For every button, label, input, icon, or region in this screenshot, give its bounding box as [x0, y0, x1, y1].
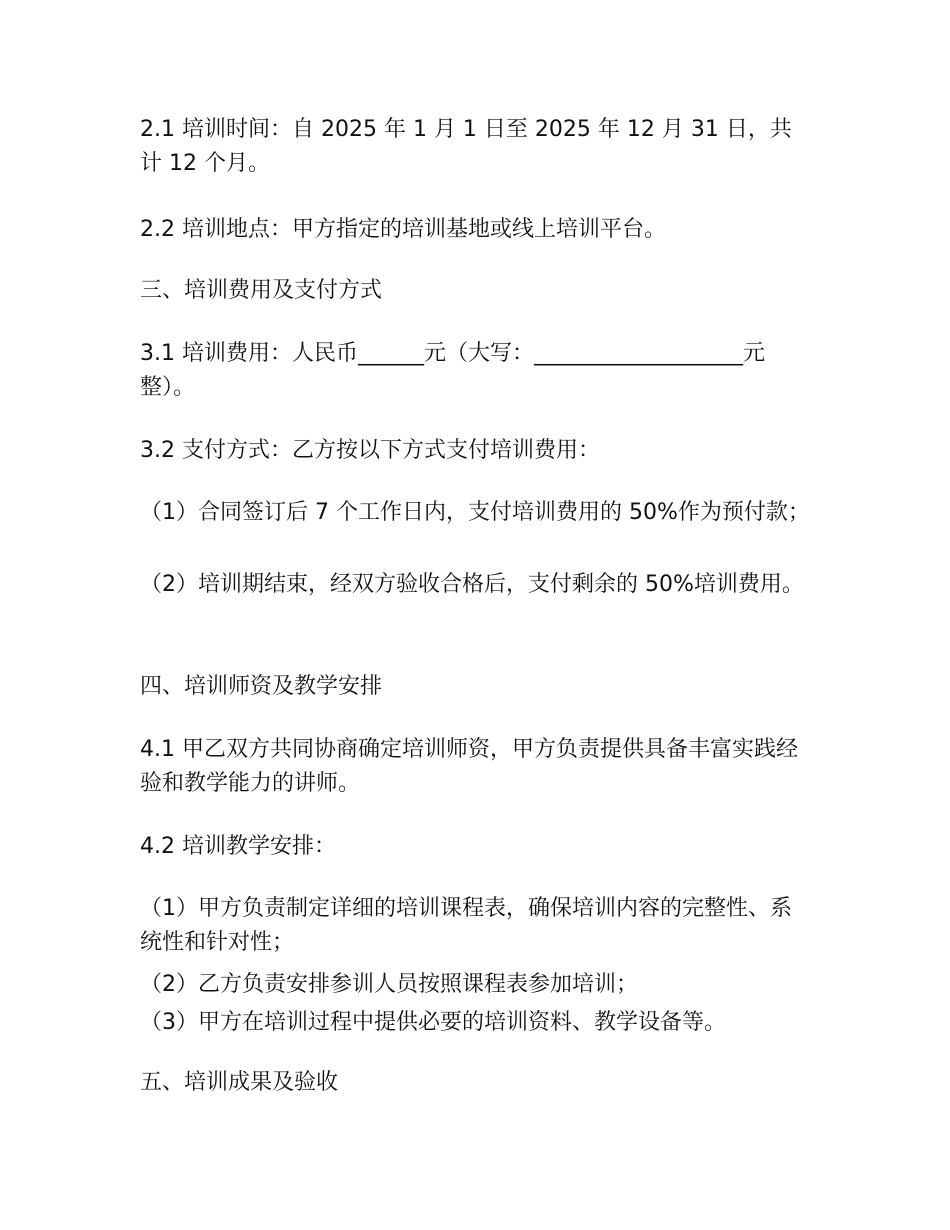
clause-2-2-training-location: 2.2 培训地点：甲方指定的培训基地或线上培训平台。 — [140, 217, 666, 242]
section-5-heading: 五、培训成果及验收 — [140, 1070, 339, 1095]
teaching-item-1: （1）甲方负责制定详细的培训课程表，确保培训内容的完整性、系统性和针对性； — [140, 896, 792, 955]
clause-4-1-instructors: 4.1 甲乙双方共同协商确定培训师资，甲方负责提供具备丰富实践经验和教学能力的讲师。 — [140, 737, 798, 796]
clause-2-1-training-time: 2.1 培训时间：自 2025 年 1 月 1 日至 2025 年 12 月 31 日，共计 12 个月。 — [140, 117, 792, 176]
clause-3-2-payment-method: 3.2 支付方式：乙方按以下方式支付培训费用： — [140, 438, 600, 463]
teaching-item-2: （2）乙方负责安排参训人员按照课程表参加培训； — [140, 972, 638, 997]
clause-4-2-teaching-arrangement: 4.2 培训教学安排： — [140, 834, 336, 859]
section-4-heading: 四、培训师资及教学安排 — [140, 674, 383, 699]
clause-3-1-training-fee: 3.1 培训费用：人民币______元（大写：___________________元整）。 — [140, 341, 765, 400]
teaching-item-3: （3）甲方在培训过程中提供必要的培训资料、教学设备等。 — [140, 1010, 726, 1035]
payment-item-2: （2）培训期结束，经双方验收合格后，支付剩余的 50%培训费用。 — [140, 572, 804, 597]
payment-item-1: （1）合同签订后 7 个工作日内，支付培训费用的 50%作为预付款； — [140, 500, 810, 525]
section-3-heading: 三、培训费用及支付方式 — [140, 278, 383, 303]
